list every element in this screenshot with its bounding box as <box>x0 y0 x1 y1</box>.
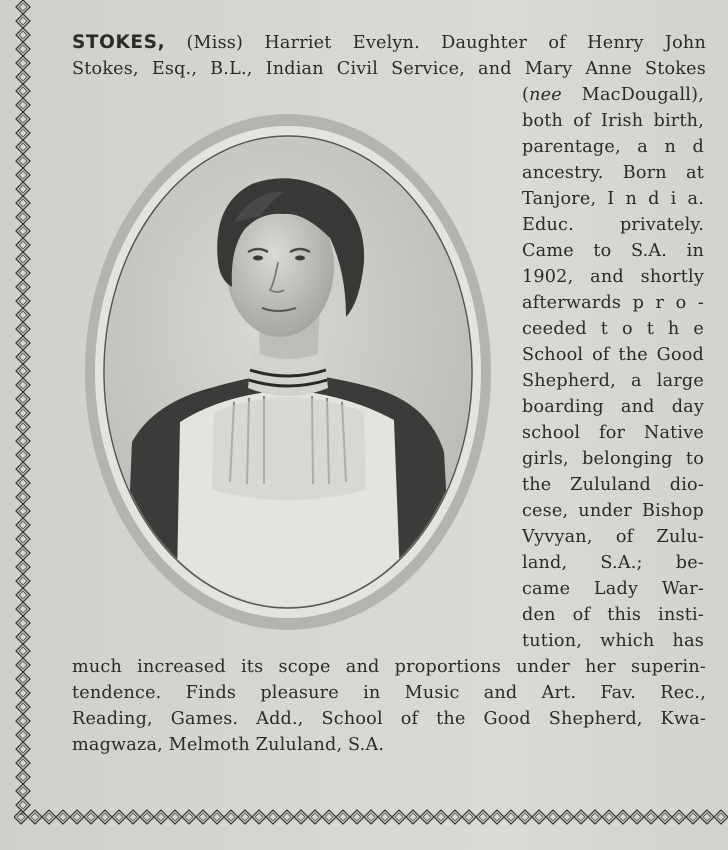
right-line: den of this insti- <box>522 605 704 625</box>
right-line-nee: (nee MacDougall), <box>522 85 704 105</box>
right-line: Tanjore, I n d i a. <box>522 189 704 209</box>
right-line: both of Irish birth, <box>522 111 704 131</box>
right-line: land, S.A.; be- <box>522 553 704 573</box>
right-line: School of the Good <box>522 345 704 365</box>
right-line: boarding and day <box>522 397 704 417</box>
right-line: Came to S.A. in <box>522 241 704 261</box>
nee-word: nee <box>529 85 562 105</box>
right-line-nee-text: MacDougall), <box>561 85 704 105</box>
right-line: tution, which has <box>522 631 704 651</box>
right-line: girls, belonging to <box>522 449 704 469</box>
bottom-line: Reading, Games. Add., School of the Good Shepherd, Kwa- <box>72 709 706 729</box>
right-line: 1902, and shortly <box>522 267 704 287</box>
right-line: parentage, a n d <box>522 137 704 157</box>
bottom-line: magwaza, Melmoth Zululand, S.A. <box>72 735 385 755</box>
right-line: Educ. privately. <box>522 215 704 235</box>
entry-name: STOKES, <box>72 32 166 53</box>
entry-line-2: Stokes, Esq., B.L., Indian Civil Service, and Mary Anne Stokes <box>72 59 706 79</box>
bottom-line: tendence. Finds pleasure in Music and Art. Fav. Rec., <box>72 683 706 703</box>
right-line: ceeded t o t h e <box>522 319 704 339</box>
portrait-photograph <box>84 112 492 632</box>
right-line: Shepherd, a large <box>522 371 704 391</box>
entry-line-1 <box>72 30 706 56</box>
right-line: ancestry. Born at <box>522 163 704 183</box>
right-line: cese, under Bishop <box>522 501 704 521</box>
entry-line-1-text: (Miss) Harriet Evelyn. Daughter of Henry John <box>165 33 706 53</box>
bottom-decorative-border <box>14 806 728 828</box>
right-line: school for Native <box>522 423 704 443</box>
right-line: the Zululand dio- <box>522 475 704 495</box>
bottom-line: much increased its scope and proportions under her superin- <box>72 657 706 677</box>
left-decorative-border <box>14 0 32 815</box>
right-line: afterwards p r o - <box>522 293 704 313</box>
right-line: came Lady War- <box>522 579 704 599</box>
right-line: Vyvyan, of Zulu- <box>522 527 704 547</box>
